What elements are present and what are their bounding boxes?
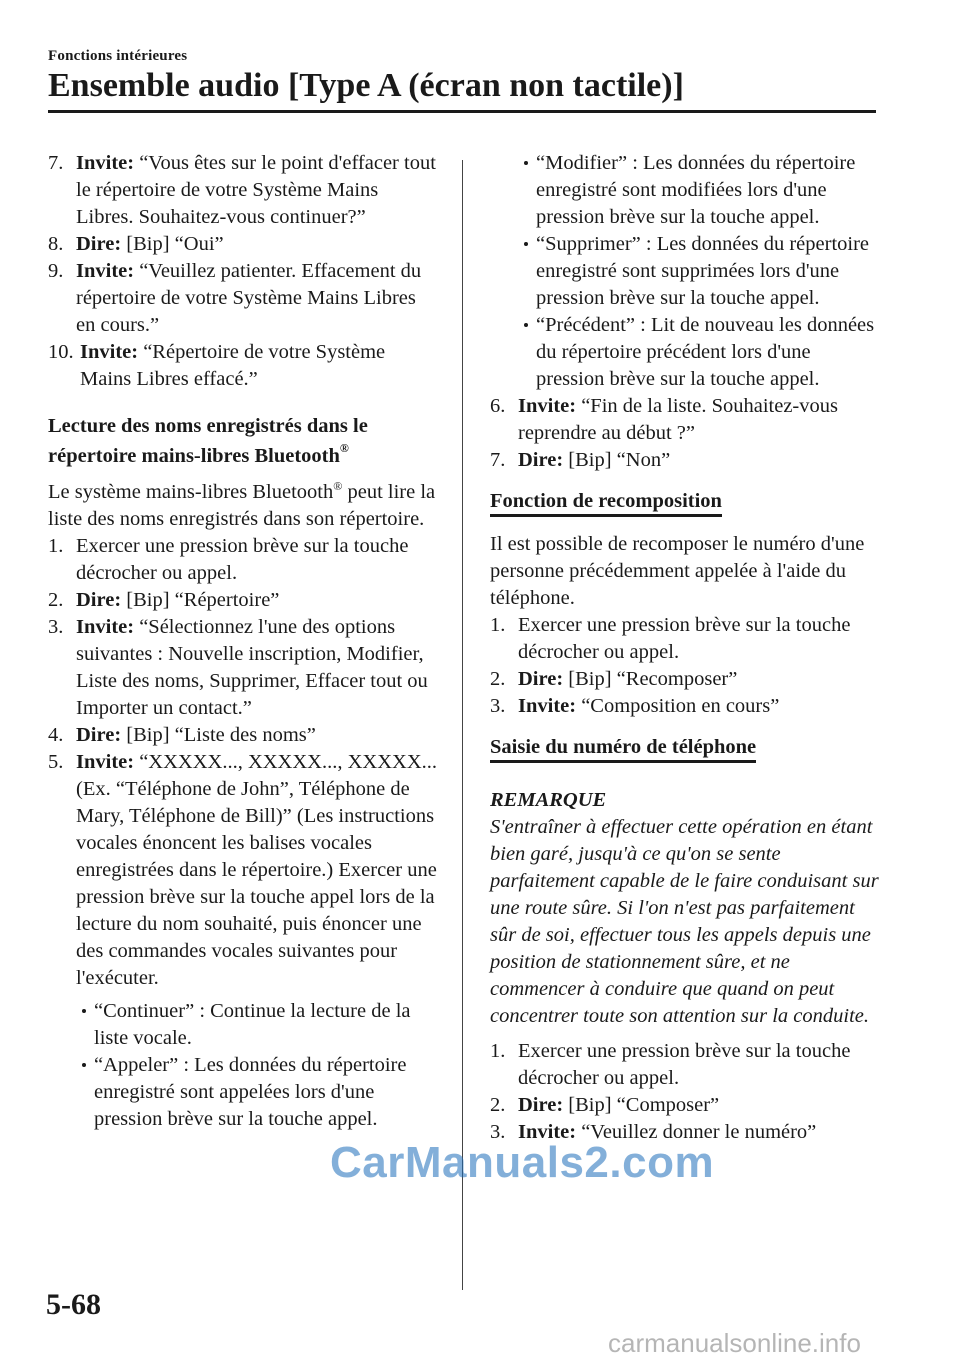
bullet-text: “Supprimer” : Les données du répertoire enregistré sont supprimées lors d'une pression brève sur la touche appel. xyxy=(536,233,870,309)
step-item xyxy=(490,1092,880,1119)
left-bullet-list xyxy=(76,998,440,1133)
bullet-dot-icon xyxy=(524,242,528,246)
bullet-item xyxy=(76,998,440,1052)
step-text: [Bip] “Composer” xyxy=(563,1094,720,1116)
note-title: REMARQUE xyxy=(490,789,607,811)
step-keyword: Invite: xyxy=(518,1121,577,1143)
step-item xyxy=(48,533,440,587)
bullet-dot-icon xyxy=(82,1063,86,1067)
step-number: 1. xyxy=(48,535,64,557)
step-text: “Veuillez patienter. Effacement du répertoire de votre Système Mains Libres en cours.” xyxy=(76,260,422,336)
step-number: 10. xyxy=(48,341,74,363)
step-number: 9. xyxy=(48,260,64,282)
right-step-list-c xyxy=(490,1038,880,1146)
step-number: 2. xyxy=(490,668,506,690)
step-keyword: Invite: xyxy=(518,695,577,717)
step-keyword: Invite: xyxy=(76,751,135,773)
step-keyword: Dire: xyxy=(76,589,122,611)
step-keyword: Dire: xyxy=(518,668,564,690)
heading-redial: Fonction de recomposition xyxy=(490,488,722,517)
left-column xyxy=(48,150,440,1133)
step-text: “Veuillez donner le numéro” xyxy=(576,1121,817,1143)
header-rule xyxy=(48,110,876,113)
page-number: 5-68 xyxy=(46,1288,101,1321)
bullet-dot-icon xyxy=(524,161,528,165)
step-number: 6. xyxy=(490,395,506,417)
step-number: 2. xyxy=(48,589,64,611)
step-item xyxy=(48,587,440,614)
step-number: 3. xyxy=(490,695,506,717)
section-label: Fonctions intérieures xyxy=(48,48,188,64)
right-step-list-b xyxy=(490,612,880,720)
step-item xyxy=(490,693,880,720)
step-keyword: Invite: xyxy=(518,395,577,417)
step-keyword: Invite: xyxy=(76,152,135,174)
step-keyword: Invite: xyxy=(76,260,135,282)
step-item xyxy=(490,612,880,666)
step-text: Exercer une pression brève sur la touche décrocher ou appel. xyxy=(76,535,409,584)
step-number: 7. xyxy=(48,152,64,174)
subheading-name-list: Lecture des noms enregistrés dans le répertoire mains-libres Bluetooth® xyxy=(48,415,368,467)
step-item xyxy=(48,339,440,393)
step-text: [Bip] “Oui” xyxy=(121,233,224,255)
step-item xyxy=(48,722,440,749)
intro-paragraph: Le système mains-libres Bluetooth® peut lire la liste des noms enregistrés dans son répertoire. xyxy=(48,479,436,530)
note-text: S'entraîner à effectuer cette opération en étant bien garé, jusqu'à ce qu'on se sente parfaitement capable de le faire conduisant sur une route sûre. Si l'on n'est pas parfaitement sûr de soi, effectuer tous les appels depuis une position de stationnement sûre, et ne commencer à conduire que quand on peut concentrer toute son attention sur la conduite. xyxy=(490,816,879,1027)
right-step-list-a xyxy=(490,393,880,474)
step-text: “Composition en cours” xyxy=(576,695,780,717)
step-number: 8. xyxy=(48,233,64,255)
watermark-logo: CarManuals2.com xyxy=(330,1138,715,1187)
bullet-dot-icon xyxy=(524,323,528,327)
right-column xyxy=(490,150,880,1146)
page-title: Ensemble audio [Type A (écran non tactile)] xyxy=(48,67,684,104)
step-text: [Bip] “Non” xyxy=(563,449,671,471)
step-number: 2. xyxy=(490,1094,506,1116)
bullet-item xyxy=(518,150,880,231)
step-text: “Répertoire de votre Système Mains Libres effacé.” xyxy=(80,341,386,390)
bullet-text: “Appeler” : Les données du répertoire enregistré sont appelées lors d'une pression brève sur la touche appel. xyxy=(94,1054,407,1130)
redial-paragraph: Il est possible de recomposer le numéro d'une personne précédemment appelée à l'aide du téléphone. xyxy=(490,533,865,609)
bullet-text: “Précédent” : Lit de nouveau les données du répertoire précédent lors d'une pression brève sur la touche appel. xyxy=(536,314,875,390)
heading-phone-entry: Saisie du numéro de téléphone xyxy=(490,734,756,763)
bullet-item xyxy=(518,231,880,312)
step-item xyxy=(48,231,440,258)
step-text: [Bip] “Liste des noms” xyxy=(121,724,316,746)
step-item xyxy=(490,666,880,693)
step-keyword: Dire: xyxy=(76,724,122,746)
step-keyword: Dire: xyxy=(518,449,564,471)
step-number: 7. xyxy=(490,449,506,471)
bullet-dot-icon xyxy=(82,1009,86,1013)
step-item xyxy=(48,614,440,722)
step-item xyxy=(490,393,880,447)
step-item xyxy=(48,150,440,231)
step-text: Exercer une pression brève sur la touche décrocher ou appel. xyxy=(518,1040,851,1089)
step-text: “XXXXX..., XXXXX..., XXXXX... (Ex. “Téléphone de John”, Téléphone de Mary, Téléphone de Bill)” (Les instructions vocales énoncent les balises vocales enregistrées dans le répertoire.) Exercer une pression brève sur la touche appel lors de la lecture du nom souhaité, puis énoncer une des commandes vocales suivantes pour l'exécuter. xyxy=(76,751,437,989)
bullet-item xyxy=(76,1052,440,1133)
step-text: “Sélectionnez l'une des options suivantes : Nouvelle inscription, Modifier, Liste des noms, Supprimer, Effacer tout ou Importer un contact.” xyxy=(76,616,428,719)
step-text: “Fin de la liste. Souhaitez-vous reprendre au début ?” xyxy=(518,395,838,444)
step-keyword: Invite: xyxy=(80,341,139,363)
step-text: [Bip] “Répertoire” xyxy=(121,589,280,611)
step-number: 1. xyxy=(490,614,506,636)
step-item xyxy=(48,258,440,339)
step-text: Exercer une pression brève sur la touche décrocher ou appel. xyxy=(518,614,851,663)
step-number: 3. xyxy=(48,616,64,638)
step-item xyxy=(490,1038,880,1092)
watermark-site: carmanualsonline.info xyxy=(608,1328,861,1358)
bullet-text: “Continuer” : Continue la lecture de la liste vocale. xyxy=(94,1000,411,1049)
step-text: [Bip] “Recomposer” xyxy=(563,668,738,690)
step-number: 1. xyxy=(490,1040,506,1062)
step-number: 5. xyxy=(48,751,64,773)
right-bullet-list xyxy=(518,150,880,393)
step-keyword: Dire: xyxy=(76,233,122,255)
step-item xyxy=(48,749,440,992)
left-step-list-b xyxy=(48,533,440,992)
left-step-list-a xyxy=(48,150,440,393)
column-divider xyxy=(462,160,463,1290)
bullet-text: “Modifier” : Les données du répertoire enregistré sont modifiées lors d'une pression brève sur la touche appel. xyxy=(536,152,856,228)
step-text: “Vous êtes sur le point d'effacer tout le répertoire de votre Système Mains Libres. Souhaitez-vous continuer?” xyxy=(76,152,436,228)
bullet-item xyxy=(518,312,880,393)
step-keyword: Invite: xyxy=(76,616,135,638)
step-keyword: Dire: xyxy=(518,1094,564,1116)
step-number: 3. xyxy=(490,1121,506,1143)
step-number: 4. xyxy=(48,724,64,746)
step-item xyxy=(490,447,880,474)
